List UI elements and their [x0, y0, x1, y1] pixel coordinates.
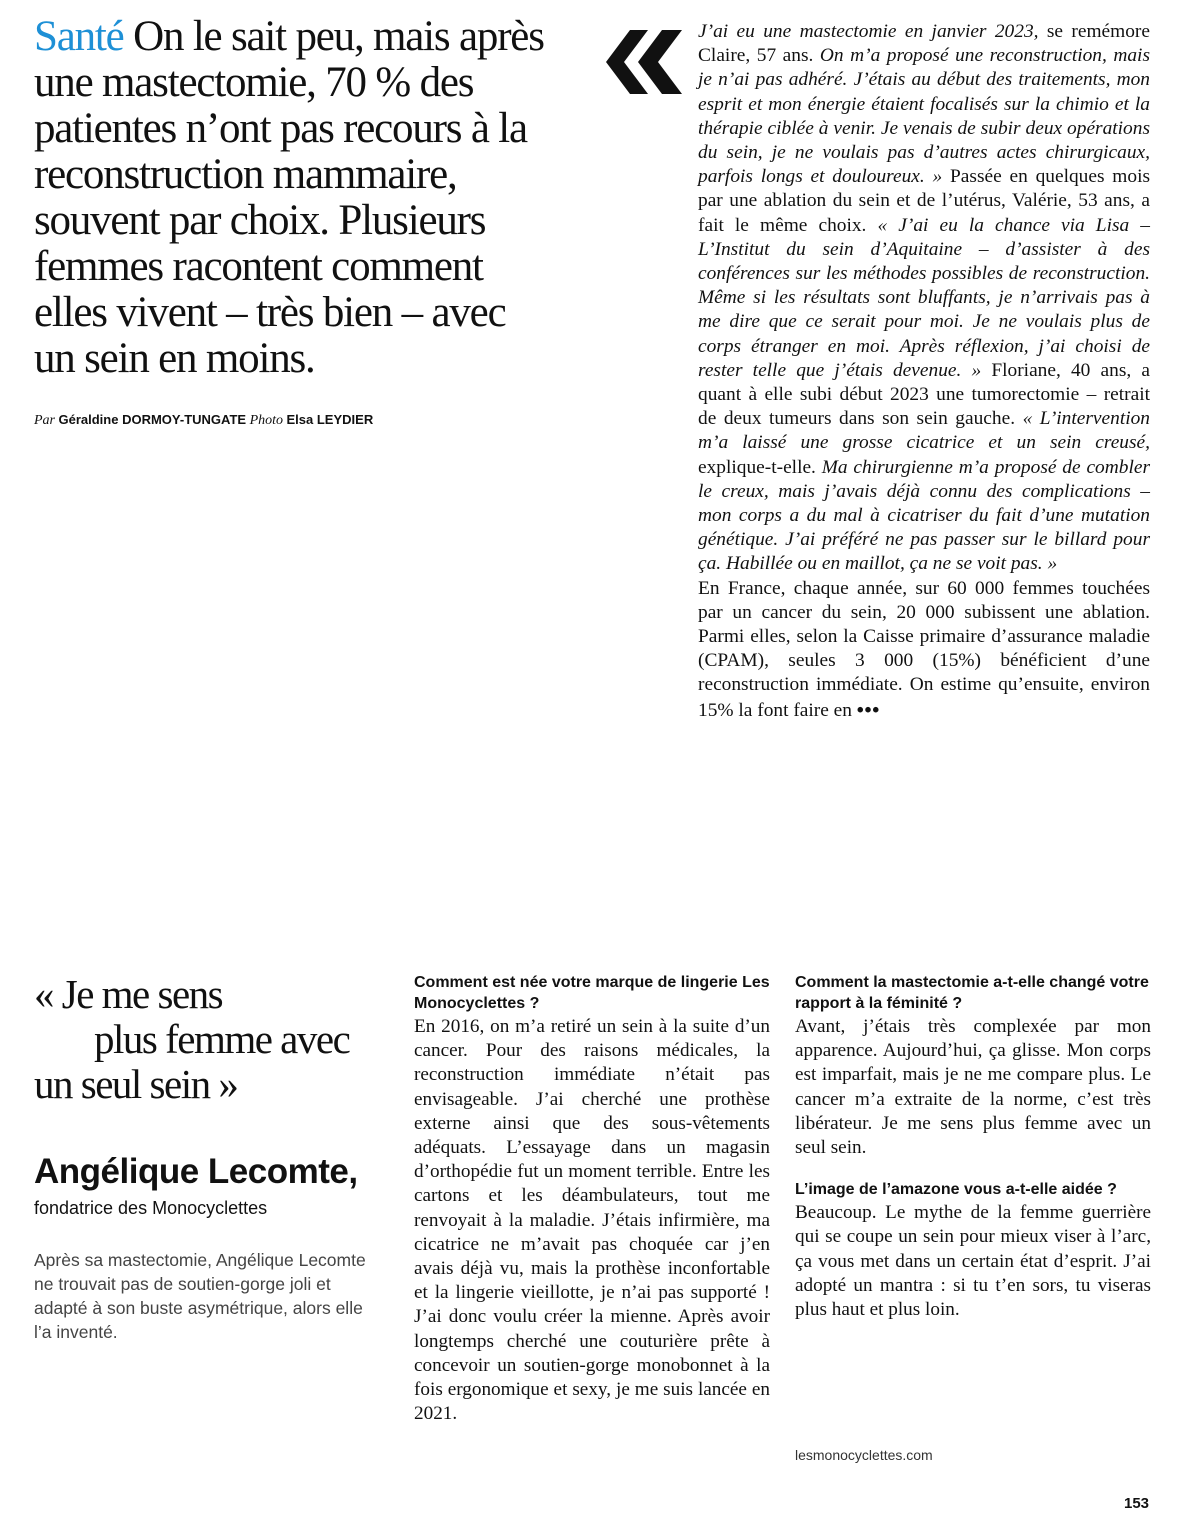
headline-text: On le sait peu, mais après une mastectomie, 70 % des patientes n’ont pas recours à la reconstruction mammaire, souvent par choix. Plusieurs femmes racontent comment elles vivent – très bien – avec un sein en moins. — [34, 13, 544, 382]
article-paragraph-2-text: En France, chaque année, sur 60 000 femmes touchées par un cancer du sein, 20 000 subissent une ablation. Parmi elles, selon la Caisse primaire d’assurance maladie (CPAM), seules 3 000 (15%) bénéficient d’une reconstruction immédiate. On estime qu’ensuite, environ 15% la font faire en — [698, 577, 1150, 721]
article-segment: J’ai eu une mastectomie en janvier 2023, — [698, 21, 1039, 42]
article-segment: Passée en quelques mois par une ablation du sein et de l’utérus, Valérie, 53 ans, a fait le même choix. — [698, 166, 1150, 236]
interviewee-name: Angélique Lecomte, — [34, 1152, 358, 1191]
continuation-marker: ••• — [856, 698, 881, 721]
pull-quote — [34, 972, 404, 1107]
article-segment: se remémore Claire, 57 ans. — [698, 21, 1151, 67]
article-body — [698, 20, 1150, 723]
byline-photographer: Elsa LEYDIER — [286, 412, 374, 427]
byline-by-label: Par — [34, 413, 55, 428]
byline-author: Géraldine DORMOY-TUNGATE — [58, 412, 247, 427]
website-link[interactable]: lesmonocyclettes.com — [795, 1447, 933, 1463]
interview-intro: Après sa mastectomie, Angélique Lecomte ne trouvait pas de soutien-gorge joli et adapté à son buste asymétrique, alors elle l’a inventé. — [34, 1250, 366, 1342]
article-segment: explique-t-elle. — [698, 456, 822, 478]
article-segment: Ma chirurgienne m’a proposé de combler le creux, mais j’avais déjà connu des complications – mon corps a du mal à cicatriser du fait d’une mutation génétique. J’ai préféré ne pas passer sur le billard pour ça. Habillée ou en maillot, ça ne se voit pas. » — [698, 456, 1150, 575]
qa-column-2 — [795, 972, 1151, 1322]
pull-quote-line-2: plus femme avec — [94, 1016, 350, 1062]
article-paragraph-2 — [698, 577, 1150, 723]
opening-quote-mark-icon — [604, 30, 686, 94]
article-segment: « L’intervention m’a laissé une grosse cicatrice et un sein creusé, — [698, 408, 1150, 454]
qa-column-1 — [414, 972, 770, 1426]
article-paragraph-1 — [698, 20, 1150, 577]
interviewee-role: fondatrice des Monocyclettes — [34, 1198, 268, 1218]
pull-quote-line-3: un seul sein » — [34, 1061, 238, 1107]
answer-2: Avant, j’étais très complexée par mon apparence. Aujourd’hui, ça glisse. Mon corps est imparfait, mais je ne me compare plus. Le cancer m’a extraite de la norme, c’est très libérateur. Je me sens plus femme avec un seul sein. — [795, 1016, 1151, 1159]
question-2: Comment la mastectomie a-t-elle changé votre rapport à la féminité ? — [795, 974, 1149, 1012]
rubric-label: Santé — [34, 13, 124, 60]
answer-1: En 2016, on m’a retiré un sein à la suite d’un cancer. Pour des raisons médicales, la reconstruction immédiate n’était pas envisageable. J’ai cherché une prothèse externe ainsi que des sous-vêtements adéquats. L’essayage dans un magasin d’orthopédie fut un moment terrible. Entre les cartons et les déambulateurs, tout me renvoyait à la maladie. J’étais infirmière, ma cicatrice ne m’avait pas choquée car j’en avais déjà vu, mais la prothèse inconfortable et la lingerie vieillotte, je n’ai pas supporté ! J’ai donc voulu créer la mienne. Après avoir longtemps cherché une couturière prête à concevoir un soutien-gorge monobonnet à la fois ergonomique et sexy, je me suis lancée en 2021. — [414, 1016, 770, 1425]
page-number: 153 — [1124, 1495, 1150, 1512]
headline — [34, 14, 554, 382]
article-segment: Floriane, 40 ans, a quant à elle subi début 2023 une tumorectomie – retrait de deux tumeurs dans son sein gauche. — [698, 359, 1150, 430]
article-segment: « J’ai eu la chance via Lisa – L’Institut du sein d’Aquitaine – d’assister à des conférences sur les méthodes possibles de reconstruction. Même si les résultats sont bluffants, je n’arrivais pas à me dire que ce serait pour moi. Je ne voulais plus de corps étranger en moi. Après réflexion, j’ai choisi de rester telle que j’étais devenue. » — [698, 214, 1150, 381]
answer-3: Beaucoup. Le mythe de la femme guerrière qui se coupe un sein pour mieux viser à l’arc, ça vous met dans un certain état d’esprit. J’ai adopté un mantra : si tu t’en sors, tu viseras plus haut et plus loin. — [795, 1202, 1151, 1321]
question-3: L’image de l’amazone vous a-t-elle aidée ? — [795, 1181, 1117, 1199]
pull-quote-line-1: « Je me sens — [34, 971, 223, 1017]
byline-photo-label: Photo — [249, 413, 284, 428]
article-segment: On m’a proposé une reconstruction, mais je n’ai pas adhéré. J’étais au début des traitements, mon esprit et mon énergie étaient focalisés sur la chimio et la thérapie ciblée à venir. Je venais de subir deux opérations du sein, je ne voulais pas d’autres actes chirurgicaux, parfois longs et douloureux. » — [698, 45, 1150, 188]
question-1: Comment est née votre marque de lingerie Les Monocyclettes ? — [414, 974, 770, 1012]
byline — [34, 412, 373, 429]
